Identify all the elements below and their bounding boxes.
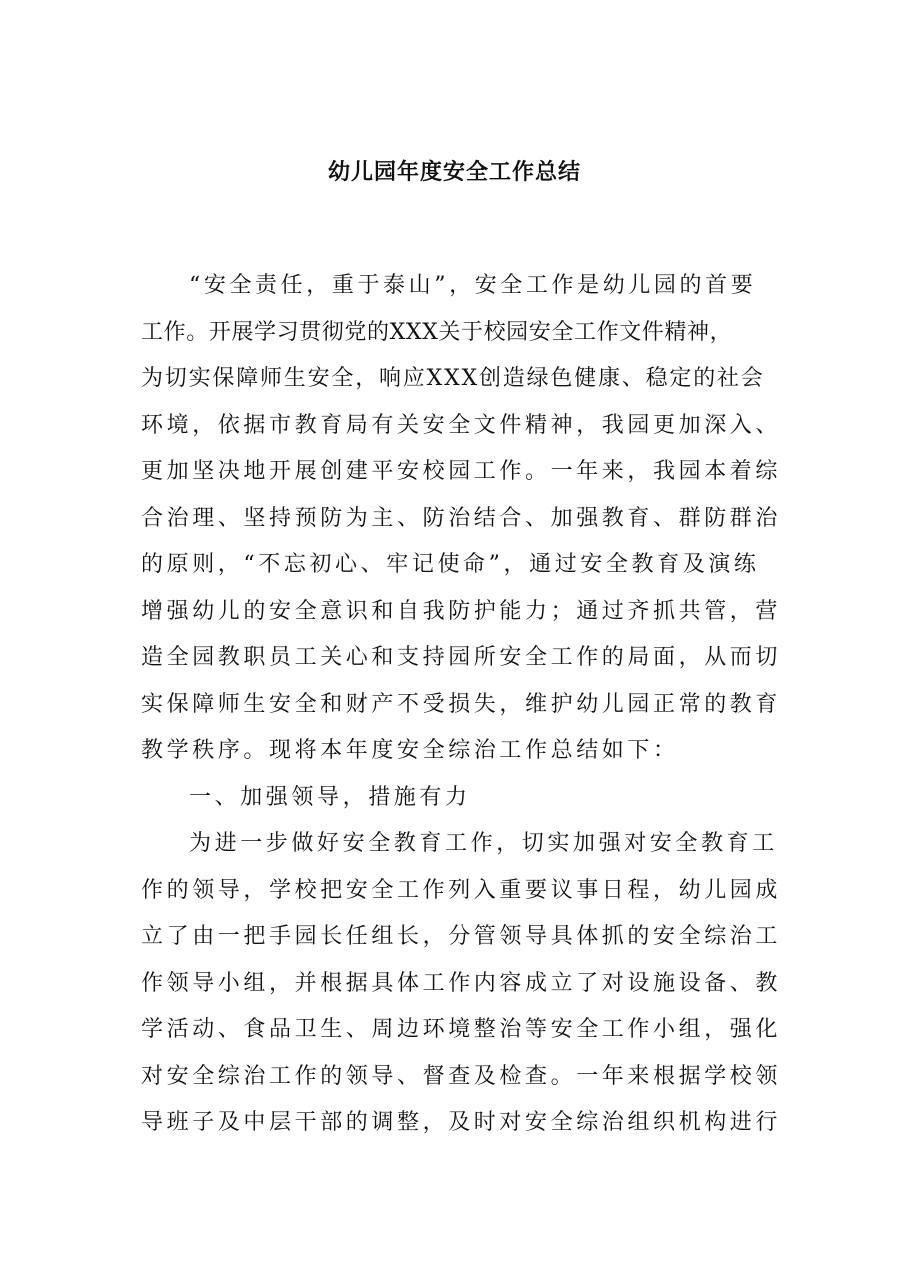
paragraph-line: 为切实保障师生安全，响应XXX创造绿色健康、稳定的社会 bbox=[141, 366, 765, 391]
paragraph-line: 立了由一把手园长任组长，分管领导具体抓的安全综治工 bbox=[141, 924, 782, 949]
paragraph-line: 的原则，“不忘初心、牢记使命”，通过安全教育及演练 bbox=[141, 552, 760, 577]
document-title: 幼儿园年度安全工作总结 bbox=[327, 159, 581, 185]
section-heading: 一、加强领导，措施有力 bbox=[189, 784, 471, 810]
paragraph-line: 对安全综治工作的领导、督查及检查。一年来根据学校领 bbox=[141, 1063, 782, 1089]
paragraph-line: 工作。开展学习贯彻党的XXX关于校园安全工作文件精神， bbox=[141, 319, 733, 345]
paragraph-line: 造全园教职员工关心和支持园所安全工作的局面，从而切 bbox=[141, 645, 782, 670]
paragraph-line: 增强幼儿的安全意识和自我防护能力；通过齐抓共管，营 bbox=[141, 598, 782, 624]
paragraph-line: 作领导小组，并根据具体工作内容成立了对设施设备、教 bbox=[141, 970, 782, 996]
paragraph-line: 更加坚决地开展创建平安校园工作。一年来，我园本着综 bbox=[141, 459, 782, 484]
paragraph-line: 环境，依据市教育局有关安全文件精神，我园更加深入、 bbox=[141, 412, 782, 438]
paragraph-line: 学活动、食品卫生、周边环境整治等安全工作小组，强化 bbox=[141, 1017, 782, 1042]
paragraph-line: 合治理、坚持预防为主、防治结合、加强教育、群防群治 bbox=[141, 505, 782, 531]
paragraph-line: “安全责任，重于泰山”，安全工作是幼儿园的首要 bbox=[189, 273, 757, 298]
paragraph-line: 作的领导，学校把安全工作列入重要议事日程，幼儿园成 bbox=[141, 877, 782, 903]
document-body bbox=[141, 263, 781, 1147]
paragraph-line: 实保障师生安全和财产不受损失，维护幼儿园正常的教育 bbox=[141, 691, 782, 717]
paragraph-line: 为进一步做好安全教育工作，切实加强对安全教育工 bbox=[189, 831, 778, 856]
paragraph-line: 教学秩序。现将本年度安全综治工作总结如下： bbox=[141, 738, 679, 763]
paragraph-line: 导班子及中层干部的调整，及时对安全综治组织机构进行 bbox=[141, 1110, 782, 1135]
